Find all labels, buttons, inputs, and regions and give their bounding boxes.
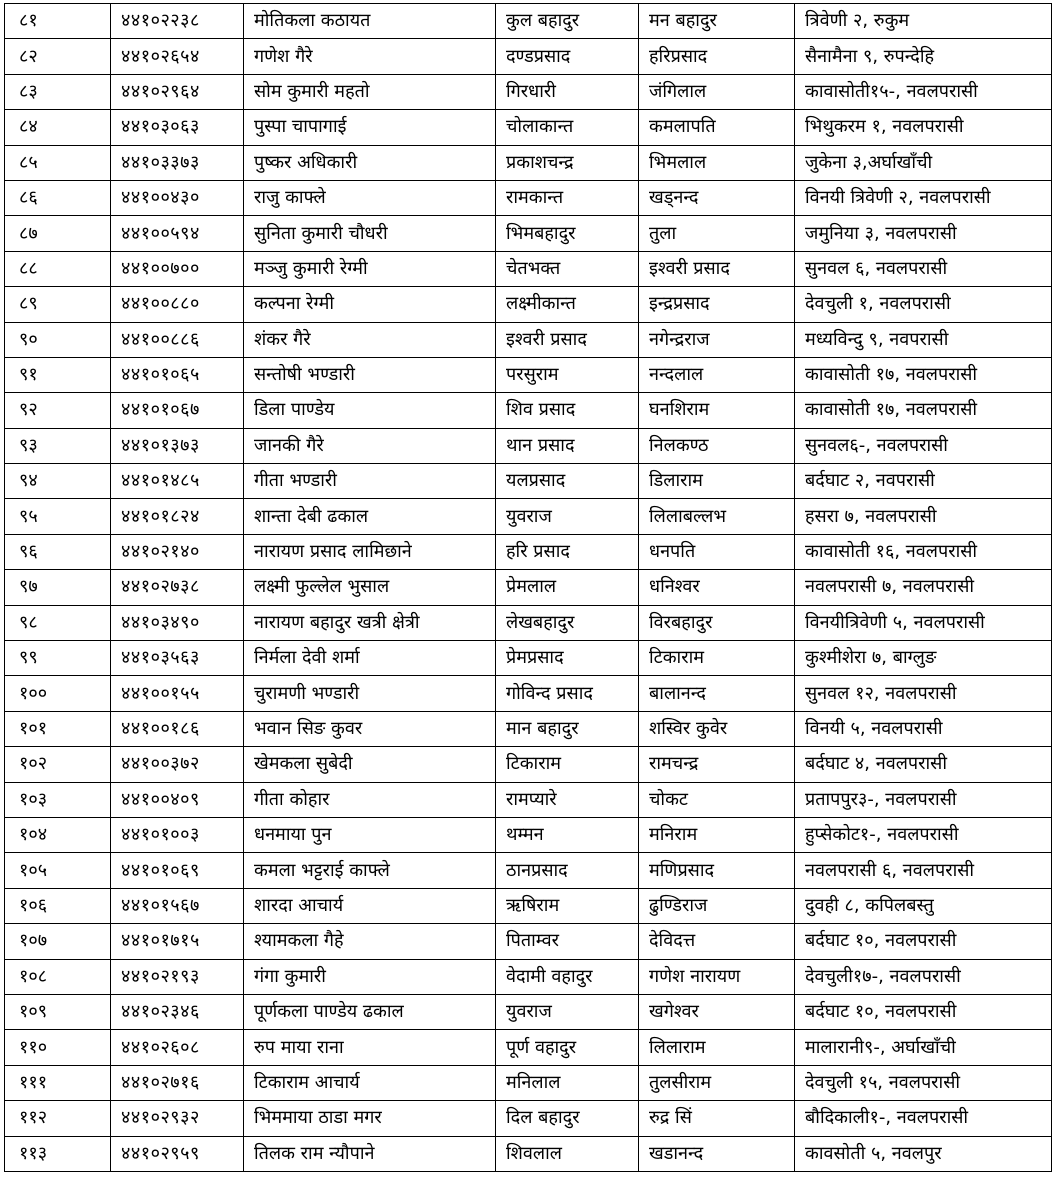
father-name-cell: गोविन्द प्रसाद [496, 676, 639, 711]
serial-number-cell: ८६ [5, 180, 111, 215]
father-name-cell: वेदामी वहादुर [496, 959, 639, 994]
serial-number-cell: ११२ [5, 1101, 111, 1136]
registration-number-cell: ४४१००८८६ [111, 322, 244, 357]
father-name-cell: प्रकाशचन्द्र [496, 145, 639, 180]
registration-number-cell: ४४१०१०६७ [111, 393, 244, 428]
registration-number-cell: ४४१०२९३२ [111, 1101, 244, 1136]
registration-number-cell: ४४१०३५६३ [111, 641, 244, 676]
address-cell: कावासोती १७, नवलपरासी [795, 357, 1052, 392]
address-cell: कुश्मीशेरा ७, बाग्लुङ [795, 641, 1052, 676]
full-name-cell: पुष्कर अधिकारी [244, 145, 496, 180]
address-cell: सुनवल १२, नवलपरासी [795, 676, 1052, 711]
table-row [5, 464, 1052, 499]
serial-number-cell: १०६ [5, 888, 111, 923]
registration-number-cell: ४४१०१५६७ [111, 888, 244, 923]
grandfather-name-cell: रुद्र सिं [639, 1101, 795, 1136]
father-name-cell: थान प्रसाद [496, 428, 639, 463]
table-row [5, 110, 1052, 145]
address-cell: कावासोती१५-, नवलपरासी [795, 74, 1052, 109]
full-name-cell: गीता कोहार [244, 782, 496, 817]
full-name-cell: खेमकला सुबेदी [244, 747, 496, 782]
father-name-cell: पिताम्वर [496, 924, 639, 959]
father-name-cell: कुल बहादुर [496, 4, 639, 39]
registration-number-cell: ४४१०१७१५ [111, 924, 244, 959]
registration-number-cell: ४४१००८८० [111, 287, 244, 322]
table-row [5, 145, 1052, 180]
grandfather-name-cell: शस्विर कुवेर [639, 711, 795, 746]
address-cell: विनयी ५, नवलपरासी [795, 711, 1052, 746]
grandfather-name-cell: गणेश नारायण [639, 959, 795, 994]
table-row [5, 4, 1052, 39]
table-row [5, 393, 1052, 428]
table-row [5, 782, 1052, 817]
father-name-cell: भिमबहादुर [496, 216, 639, 251]
serial-number-cell: ९६ [5, 534, 111, 569]
registration-number-cell: ४४१०३४९० [111, 605, 244, 640]
serial-number-cell: ९८ [5, 605, 111, 640]
table-row [5, 605, 1052, 640]
table-row [5, 428, 1052, 463]
address-cell: जुकेना ३,अर्घाखाँची [795, 145, 1052, 180]
grandfather-name-cell: टिकाराम [639, 641, 795, 676]
father-name-cell: गिरधारी [496, 74, 639, 109]
serial-number-cell: ८५ [5, 145, 111, 180]
table-row [5, 499, 1052, 534]
full-name-cell: पूर्णकला पाण्डेय ढकाल [244, 994, 496, 1029]
table-row [5, 641, 1052, 676]
full-name-cell: शंकर गैरे [244, 322, 496, 357]
full-name-cell: नारायण बहादुर खत्री क्षेत्री [244, 605, 496, 640]
full-name-cell: भवान सिङ कुवर [244, 711, 496, 746]
grandfather-name-cell: मनिराम [639, 817, 795, 852]
full-name-cell: शान्ता देबी ढकाल [244, 499, 496, 534]
serial-number-cell: ९७ [5, 570, 111, 605]
address-cell: विनयीत्रिवेणी ५, नवलपरासी [795, 605, 1052, 640]
table-row [5, 39, 1052, 74]
serial-number-cell: ९४ [5, 464, 111, 499]
grandfather-name-cell: नन्दलाल [639, 357, 795, 392]
father-name-cell: शिव प्रसाद [496, 393, 639, 428]
registration-number-cell: ४४१०१४८५ [111, 464, 244, 499]
grandfather-name-cell: तुलसीराम [639, 1065, 795, 1100]
father-name-cell: दण्डप्रसाद [496, 39, 639, 74]
registration-number-cell: ४४१०२९५९ [111, 1136, 244, 1171]
table-row [5, 994, 1052, 1029]
table-row [5, 180, 1052, 215]
registration-number-cell: ४४१०२७३८ [111, 570, 244, 605]
address-cell: बौदिकाली१-, नवलपरासी [795, 1101, 1052, 1136]
grandfather-name-cell: बालानन्द [639, 676, 795, 711]
serial-number-cell: ८३ [5, 74, 111, 109]
grandfather-name-cell: धनपति [639, 534, 795, 569]
table-row [5, 251, 1052, 286]
registration-number-cell: ४४१०३३७३ [111, 145, 244, 180]
father-name-cell: दिल बहादुर [496, 1101, 639, 1136]
registration-number-cell: ४४१०१८२४ [111, 499, 244, 534]
serial-number-cell: १०७ [5, 924, 111, 959]
grandfather-name-cell: विरबहादुर [639, 605, 795, 640]
address-cell: त्रिवेणी २, रुकुम [795, 4, 1052, 39]
table-row [5, 676, 1052, 711]
father-name-cell: इश्वरी प्रसाद [496, 322, 639, 357]
registration-number-cell: ४४१०२१९३ [111, 959, 244, 994]
serial-number-cell: १०८ [5, 959, 111, 994]
grandfather-name-cell: इश्वरी प्रसाद [639, 251, 795, 286]
father-name-cell: लक्ष्मीकान्त [496, 287, 639, 322]
serial-number-cell: ९५ [5, 499, 111, 534]
full-name-cell: नारायण प्रसाद लामिछाने [244, 534, 496, 569]
father-name-cell: रामप्यारे [496, 782, 639, 817]
full-name-cell: सन्तोषी भण्डारी [244, 357, 496, 392]
table-row [5, 1101, 1052, 1136]
table-row [5, 853, 1052, 888]
full-name-cell: सुनिता कुमारी चौधरी [244, 216, 496, 251]
table-row [5, 888, 1052, 923]
full-name-cell: लक्ष्मी फुल्लेल भुसाल [244, 570, 496, 605]
serial-number-cell: १०४ [5, 817, 111, 852]
address-cell: कावासोती १६, नवलपरासी [795, 534, 1052, 569]
serial-number-cell: ८७ [5, 216, 111, 251]
registration-number-cell: ४४१०१३७३ [111, 428, 244, 463]
serial-number-cell: १०५ [5, 853, 111, 888]
father-name-cell: यलप्रसाद [496, 464, 639, 499]
address-cell: सैनामैना ९, रुपन्देहि [795, 39, 1052, 74]
registration-number-cell: ४४१०१००३ [111, 817, 244, 852]
address-cell: नवलपरासी ७, नवलपरासी [795, 570, 1052, 605]
full-name-cell: टिकाराम आचार्य [244, 1065, 496, 1100]
registration-number-cell: ४४१००७०० [111, 251, 244, 286]
table-row [5, 534, 1052, 569]
address-cell: बर्दघाट १०, नवलपरासी [795, 924, 1052, 959]
father-name-cell: लेखबहादुर [496, 605, 639, 640]
father-name-cell: प्रेमलाल [496, 570, 639, 605]
grandfather-name-cell: खडानन्द [639, 1136, 795, 1171]
full-name-cell: डिला पाण्डेय [244, 393, 496, 428]
grandfather-name-cell: लिलाराम [639, 1030, 795, 1065]
father-name-cell: थम्मन [496, 817, 639, 852]
full-name-cell: गणेश गैरे [244, 39, 496, 74]
grandfather-name-cell: चोकट [639, 782, 795, 817]
serial-number-cell: १०० [5, 676, 111, 711]
serial-number-cell: १११ [5, 1065, 111, 1100]
grandfather-name-cell: रामचन्द्र [639, 747, 795, 782]
address-cell: कावसोती ५, नवलपुर [795, 1136, 1052, 1171]
serial-number-cell: १०१ [5, 711, 111, 746]
grandfather-name-cell: भिमलाल [639, 145, 795, 180]
registration-number-cell: ४४१००१८६ [111, 711, 244, 746]
serial-number-cell: १०२ [5, 747, 111, 782]
full-name-cell: राजु काफ्ले [244, 180, 496, 215]
registration-number-cell: ४४१०२२३८ [111, 4, 244, 39]
address-cell: बर्दघाट ४, नवलपरासी [795, 747, 1052, 782]
grandfather-name-cell: धनिश्वर [639, 570, 795, 605]
full-name-cell: मोतिकला कठायत [244, 4, 496, 39]
full-name-cell: धनमाया पुन [244, 817, 496, 852]
serial-number-cell: ८२ [5, 39, 111, 74]
address-cell: हसरा ७, नवलपरासी [795, 499, 1052, 534]
registration-number-cell: ४४१०३०६३ [111, 110, 244, 145]
serial-number-cell: ११० [5, 1030, 111, 1065]
table-row [5, 1065, 1052, 1100]
grandfather-name-cell: घनशिराम [639, 393, 795, 428]
registration-number-cell: ४४१०२९६४ [111, 74, 244, 109]
full-name-cell: पुस्पा चापागाई [244, 110, 496, 145]
address-cell: दुवही ८, कपिलबस्तु [795, 888, 1052, 923]
full-name-cell: गीता भण्डारी [244, 464, 496, 499]
table-row [5, 357, 1052, 392]
table-row [5, 74, 1052, 109]
grandfather-name-cell: नगेन्द्रराज [639, 322, 795, 357]
full-name-cell: श्यामकला गैहे [244, 924, 496, 959]
address-cell: देवचुली १५, नवलपरासी [795, 1065, 1052, 1100]
full-name-cell: गंगा कुमारी [244, 959, 496, 994]
registration-number-cell: ४४१०१०६५ [111, 357, 244, 392]
grandfather-name-cell: खड्नन्द [639, 180, 795, 215]
registration-number-cell: ४४१००५९४ [111, 216, 244, 251]
registration-number-cell: ४४१०२३४६ [111, 994, 244, 1029]
father-name-cell: युवराज [496, 499, 639, 534]
father-name-cell: पूर्ण वहादुर [496, 1030, 639, 1065]
address-cell: विनयी त्रिवेणी २, नवलपरासी [795, 180, 1052, 215]
serial-number-cell: ८९ [5, 287, 111, 322]
registration-number-cell: ४४१००४०९ [111, 782, 244, 817]
table-row [5, 570, 1052, 605]
address-cell: बर्दघाट १०, नवलपरासी [795, 994, 1052, 1029]
father-name-cell: ऋषिराम [496, 888, 639, 923]
father-name-cell: हरि प्रसाद [496, 534, 639, 569]
serial-number-cell: ८८ [5, 251, 111, 286]
father-name-cell: चोलाकान्त [496, 110, 639, 145]
table-row [5, 924, 1052, 959]
grandfather-name-cell: लिलाबल्लभ [639, 499, 795, 534]
full-name-cell: कल्पना रेग्मी [244, 287, 496, 322]
registration-number-cell: ४४१०१०६९ [111, 853, 244, 888]
address-cell: भिथुकरम १, नवलपरासी [795, 110, 1052, 145]
serial-number-cell: ९३ [5, 428, 111, 463]
registration-number-cell: ४४१०२६०८ [111, 1030, 244, 1065]
full-name-cell: तिलक राम न्यौपाने [244, 1136, 496, 1171]
serial-number-cell: ११३ [5, 1136, 111, 1171]
serial-number-cell: १०३ [5, 782, 111, 817]
full-name-cell: चुरामणी भण्डारी [244, 676, 496, 711]
grandfather-name-cell: कमलापति [639, 110, 795, 145]
grandfather-name-cell: इन्द्रप्रसाद [639, 287, 795, 322]
grandfather-name-cell: निलकण्ठ [639, 428, 795, 463]
table-row [5, 1136, 1052, 1171]
father-name-cell: ठानप्रसाद [496, 853, 639, 888]
full-name-cell: भिममाया ठाडा मगर [244, 1101, 496, 1136]
table-row [5, 711, 1052, 746]
address-cell: प्रतापपुर३-, नवलपरासी [795, 782, 1052, 817]
table-row [5, 322, 1052, 357]
full-name-cell: कमला भट्टराई काफ्ले [244, 853, 496, 888]
address-cell: मालारानी९-, अर्घाखाँची [795, 1030, 1052, 1065]
serial-number-cell: ९९ [5, 641, 111, 676]
full-name-cell: जानकी गैरे [244, 428, 496, 463]
registration-number-cell: ४४१००१५५ [111, 676, 244, 711]
serial-number-cell: ८४ [5, 110, 111, 145]
address-cell: जमुनिया ३, नवलपरासी [795, 216, 1052, 251]
registration-number-cell: ४४१००४३० [111, 180, 244, 215]
grandfather-name-cell: डिलाराम [639, 464, 795, 499]
grandfather-name-cell: जंगिलाल [639, 74, 795, 109]
address-cell: देवचुली१७-, नवलपरासी [795, 959, 1052, 994]
registration-number-cell: ४४१००३७२ [111, 747, 244, 782]
grandfather-name-cell: तुला [639, 216, 795, 251]
table-row [5, 817, 1052, 852]
address-cell: मध्यविन्दु ९, नवपरासी [795, 322, 1052, 357]
father-name-cell: परसुराम [496, 357, 639, 392]
grandfather-name-cell: हरिप्रसाद [639, 39, 795, 74]
serial-number-cell: ९२ [5, 393, 111, 428]
father-name-cell: टिकाराम [496, 747, 639, 782]
address-cell: बर्दघाट २, नवपरासी [795, 464, 1052, 499]
table-row [5, 959, 1052, 994]
table-row [5, 1030, 1052, 1065]
father-name-cell: रामकान्त [496, 180, 639, 215]
table-body [5, 4, 1052, 1172]
grandfather-name-cell: ढुण्डिराज [639, 888, 795, 923]
record-table [4, 3, 1052, 1172]
table-row [5, 747, 1052, 782]
serial-number-cell: १०९ [5, 994, 111, 1029]
father-name-cell: युवराज [496, 994, 639, 1029]
full-name-cell: मञ्जु कुमारी रेग्मी [244, 251, 496, 286]
address-cell: सुनवल६-, नवलपरासी [795, 428, 1052, 463]
grandfather-name-cell: मन बहादुर [639, 4, 795, 39]
address-cell: सुनवल ६, नवलपरासी [795, 251, 1052, 286]
grandfather-name-cell: खगेश्वर [639, 994, 795, 1029]
full-name-cell: रुप माया राना [244, 1030, 496, 1065]
registration-number-cell: ४४१०२१४० [111, 534, 244, 569]
table-row [5, 216, 1052, 251]
serial-number-cell: ८१ [5, 4, 111, 39]
father-name-cell: चेतभक्त [496, 251, 639, 286]
full-name-cell: सोम कुमारी महतो [244, 74, 496, 109]
address-cell: हुप्सेकोट१-, नवलपरासी [795, 817, 1052, 852]
father-name-cell: मनिलाल [496, 1065, 639, 1100]
grandfather-name-cell: देविदत्त [639, 924, 795, 959]
full-name-cell: निर्मला देवी शर्मा [244, 641, 496, 676]
grandfather-name-cell: मणिप्रसाद [639, 853, 795, 888]
serial-number-cell: ९१ [5, 357, 111, 392]
father-name-cell: मान बहादुर [496, 711, 639, 746]
full-name-cell: शारदा आचार्य [244, 888, 496, 923]
father-name-cell: प्रेमप्रसाद [496, 641, 639, 676]
address-cell: नवलपरासी ६, नवलपरासी [795, 853, 1052, 888]
registration-number-cell: ४४१०२६५४ [111, 39, 244, 74]
registration-number-cell: ४४१०२७१६ [111, 1065, 244, 1100]
address-cell: कावासोती १७, नवलपरासी [795, 393, 1052, 428]
father-name-cell: शिवलाल [496, 1136, 639, 1171]
serial-number-cell: ९० [5, 322, 111, 357]
address-cell: देवचुली १, नवलपरासी [795, 287, 1052, 322]
table-row [5, 287, 1052, 322]
